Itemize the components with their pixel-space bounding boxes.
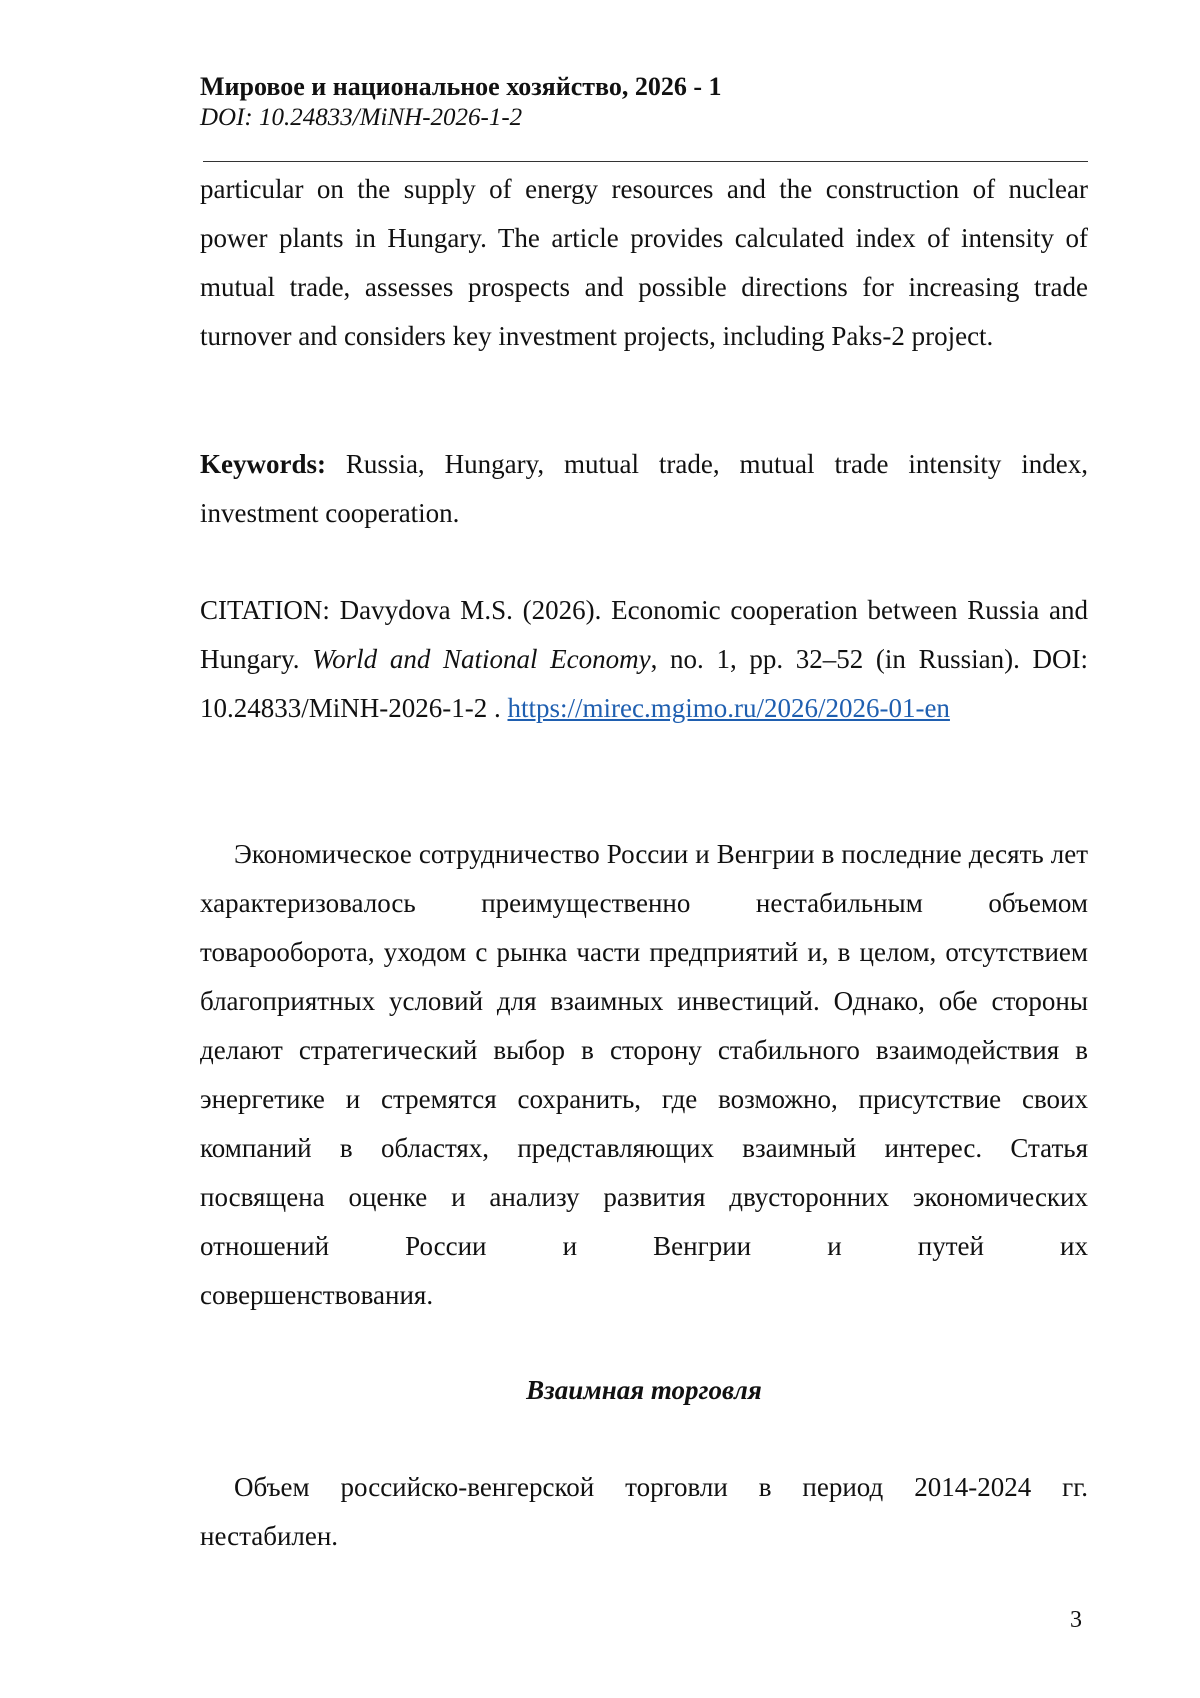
keywords-text: Russia, Hungary, mutual trade, mutual trade intensity index,: [345, 449, 1089, 479]
page-number: 3: [1070, 1607, 1082, 1633]
trade-paragraph: [200, 1463, 1088, 1561]
page-header: [200, 70, 1090, 132]
trade-text-end: нестабилен.: [200, 1521, 339, 1551]
keywords-paragraph: [200, 440, 1088, 538]
journal-title: Мировое и национальное хозяйство, 2026 - 1: [200, 72, 722, 101]
citation-text-end: , no. 1, pp. 32–52 (in Russian). DOI: 10.24833/MiNH-2026-1-2 .: [200, 644, 1088, 723]
header-doi: DOI: 10.24833/MiNH-2026-1-2: [200, 104, 523, 131]
russian-intro-paragraph: [200, 830, 1088, 1320]
section-heading: Взаимная торговля: [526, 1375, 762, 1405]
abstract-text-end: turnover and considers key investment projects, including Paks-2 project.: [200, 321, 994, 351]
abstract-continuation: [200, 165, 1088, 361]
intro-text-end: совершенствования.: [200, 1280, 434, 1310]
citation-text-start: CITATION: Davydova M.S. (2026). Economic cooperation between Russia and Hungary.: [200, 595, 1088, 674]
keywords-line: [200, 440, 1088, 489]
intro-text-main: Экономическое сотрудничество России и Венгрии в последние десять лет характеризовалось преимущественно нестабильным объемом товарооборота, уходом с рынка части предприятий и, в целом, отсутствием благоприятных условий для взаимных инвестиций. Однако, обе стороны делают стратегический выбор в сторону стабильного взаимодействия в энергетике и стремятся сохранить, где возможно, присутствие своих компаний в областях, представляющих взаимный интерес. Статья посвящена оценке и анализу развития двусторонних экономических отношений России и Венгрии и путей их: [200, 839, 1088, 1261]
trade-text-main: Объем российско-венгерской торговли в период 2014-2024 гг.: [234, 1472, 1088, 1502]
abstract-text-main: particular on the supply of energy resources and the construction of nuclear power plants in Hungary. The article provides calculated index of intensity of mutual trade, assesses prospects and possible directions for increasing trade: [200, 174, 1088, 302]
citation-paragraph: [200, 586, 1088, 733]
citation-journal-name: World and National Economy: [312, 644, 651, 674]
citation-url-link[interactable]: https://mirec.mgimo.ru/2026/2026-01-en: [507, 693, 950, 723]
keywords-last-line: investment cooperation.: [200, 498, 460, 528]
keywords-label: Keywords:: [200, 449, 326, 479]
header-divider: [203, 161, 1088, 162]
